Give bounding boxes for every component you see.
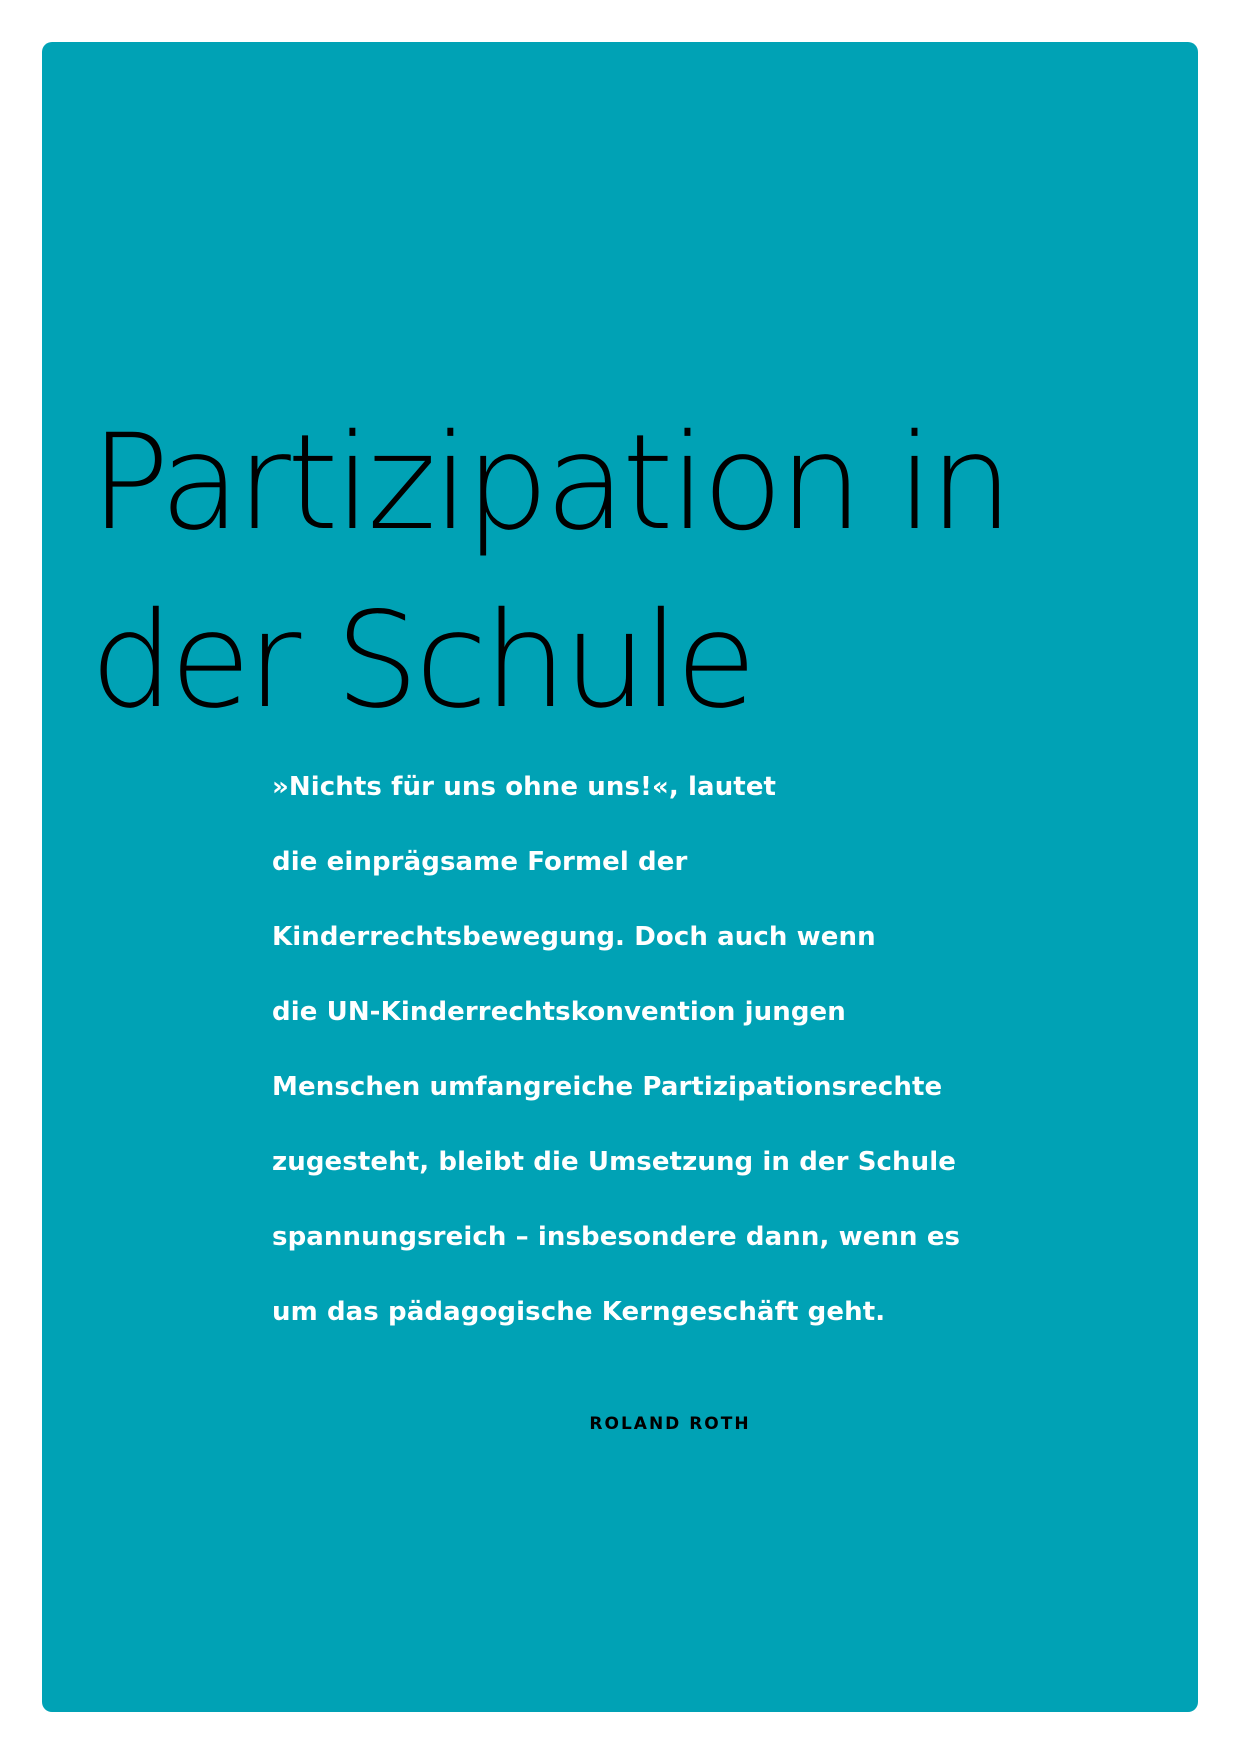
lead-line: spannungsreich – insbesondere dann, wenn es bbox=[272, 1222, 961, 1252]
cover-panel bbox=[42, 42, 1198, 1712]
lead-line: Menschen umfangreiche Partizipationsrechte bbox=[272, 1072, 943, 1102]
lead-line: zugesteht, bleibt die Umsetzung in der Schule bbox=[272, 1147, 957, 1177]
article-title-line: Partizipation in bbox=[90, 406, 1010, 560]
article-title-line: der Schule bbox=[90, 584, 753, 738]
article-title bbox=[90, 394, 1009, 750]
lead-line: die UN-Kinderrechtskonvention jungen bbox=[272, 997, 846, 1027]
lead-line: die einprägsame Formel der bbox=[272, 847, 688, 877]
author-byline: ROLAND ROTH bbox=[589, 1414, 751, 1434]
lead-line: Kinderrechtsbewegung. Doch auch wenn bbox=[272, 922, 876, 952]
lead-line: um das pädagogische Kerngeschäft geht. bbox=[272, 1297, 886, 1327]
lead-line: »Nichts für uns ohne uns!«, lautet bbox=[272, 772, 777, 802]
lead-paragraph bbox=[272, 769, 1072, 1369]
